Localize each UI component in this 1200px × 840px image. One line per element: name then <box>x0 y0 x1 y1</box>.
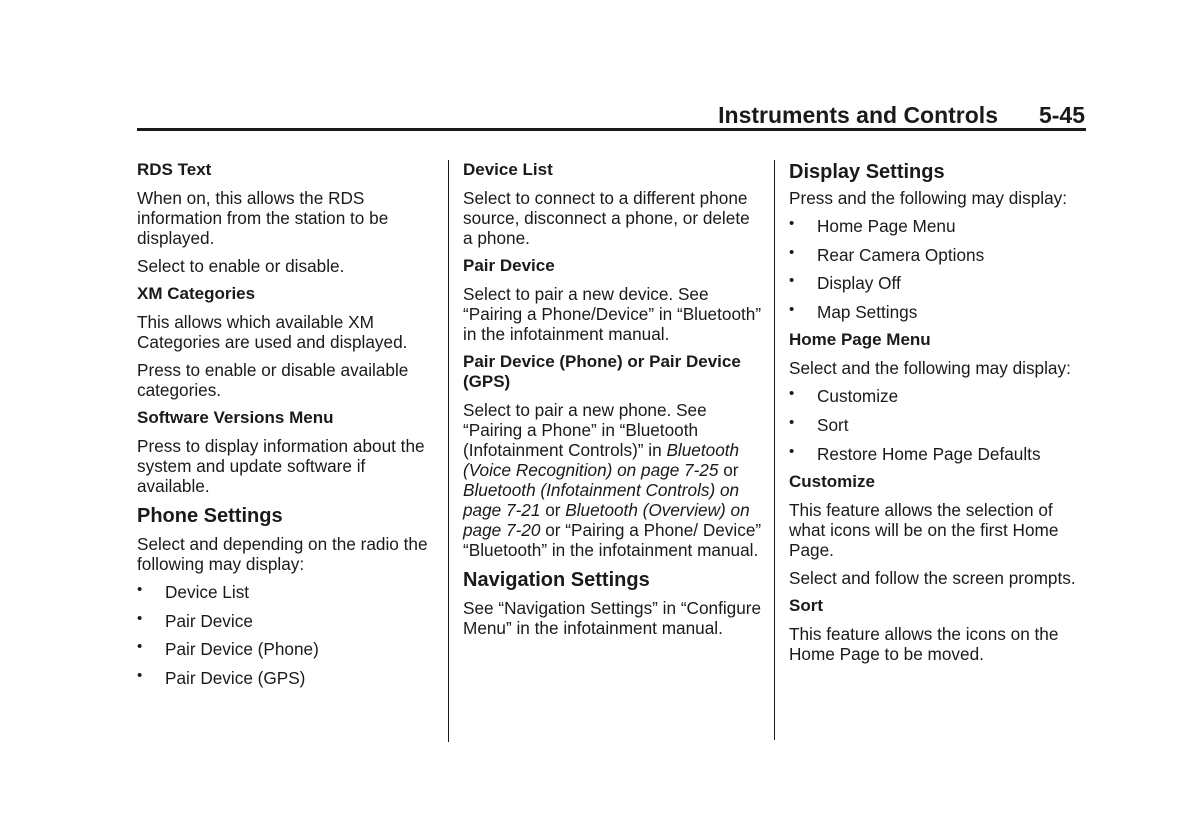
cross-reference-link: Bluetooth (Infotainment Controls) on page 7-21 <box>463 480 740 520</box>
bullet-icon: • <box>789 243 795 261</box>
list-item <box>137 582 435 602</box>
bullet-list <box>789 386 1089 463</box>
paragraph: Press to display information about the system and update software if available. <box>137 436 425 496</box>
list-item <box>789 245 1089 265</box>
paragraph: Select and follow the screen prompts. <box>789 568 1076 589</box>
header-rule <box>137 128 1086 131</box>
list-item-text: Restore Home Page Defaults <box>817 443 1041 464</box>
text-run: Select to pair a new phone. See “Pairing a Phone” in “Bluetooth (Infotainment Controls)” in <box>463 400 707 460</box>
bullet-icon: • <box>137 666 143 684</box>
bullet-icon: • <box>789 413 795 431</box>
text-run: or “Pairing a Phone/ Device” “Bluetooth” in the infotainment manual. <box>463 520 762 560</box>
subheading-xm-categories: XM Categories <box>137 284 256 303</box>
list-item <box>789 216 1089 236</box>
bullet-icon: • <box>789 215 795 232</box>
list-item-text: Rear Camera Options <box>817 244 985 265</box>
list-item <box>789 386 1089 406</box>
paragraph: Select and depending on the radio the following may display: <box>137 534 428 574</box>
column-3 <box>789 160 1089 672</box>
list-item <box>789 273 1089 293</box>
column-1 <box>137 160 435 696</box>
list-item <box>789 444 1089 464</box>
paragraph: Press and the following may display: <box>789 188 1068 208</box>
column-divider <box>774 160 775 740</box>
bullet-list <box>137 582 435 688</box>
subheading-home-page-menu: Home Page Menu <box>789 330 931 350</box>
paragraph: This allows which available XM Categories are used and displayed. <box>137 312 408 352</box>
paragraph: See “Navigation Settings” in “Configure Menu” in the infotainment manual. <box>463 598 762 638</box>
list-item <box>137 611 435 631</box>
list-item <box>789 302 1089 322</box>
list-item-text: Home Page Menu <box>817 216 956 236</box>
cross-reference-link: Bluetooth (Voice Recognition) on page 7-25 <box>463 440 740 480</box>
list-item-text: Device List <box>165 582 250 602</box>
paragraph: This feature allows the selection of what icons will be on the first Home Page. <box>789 500 1059 561</box>
cross-reference-link: Bluetooth (Overview) on page 7-20 <box>463 500 750 540</box>
column-divider <box>448 160 449 742</box>
paragraph <box>463 400 763 560</box>
paragraph: Select to pair a new device. See “Pairing a Phone/Device” in “Bluetooth” in the infotainment manual. <box>463 284 762 344</box>
column-2 <box>463 160 763 646</box>
paragraph: Select to connect to a different phone source, disconnect a phone, or delete a phone. <box>463 188 750 248</box>
page-number: 5-45 <box>1038 102 1085 128</box>
list-item <box>137 639 435 659</box>
paragraph: This feature allows the icons on the Home Page to be moved. <box>789 624 1059 665</box>
bullet-icon: • <box>789 442 795 460</box>
list-item-text: Pair Device (GPS) <box>165 667 306 688</box>
bullet-icon: • <box>137 638 143 656</box>
paragraph: Select and the following may display: <box>789 358 1071 379</box>
section-heading-phone-settings: Phone Settings <box>137 505 283 527</box>
bullet-icon: • <box>789 385 795 403</box>
subheading-device-list: Device List <box>463 160 553 179</box>
list-item-text: Customize <box>817 386 899 407</box>
subheading-pair-device: Pair Device <box>463 256 555 275</box>
section-heading-navigation-settings: Navigation Settings <box>463 569 650 591</box>
bullet-icon: • <box>789 272 795 290</box>
subheading-customize: Customize <box>789 472 875 492</box>
section-title: Instruments and Controls <box>718 102 998 128</box>
text-run: or <box>718 460 739 480</box>
list-item-text: Display Off <box>817 273 901 294</box>
text-run: or <box>540 500 566 520</box>
subheading-sort: Sort <box>789 596 823 616</box>
list-item-text: Pair Device <box>165 610 253 631</box>
list-item-text: Map Settings <box>817 301 918 322</box>
list-item <box>789 415 1089 435</box>
list-item <box>137 668 435 688</box>
bullet-list <box>789 216 1089 322</box>
paragraph: When on, this allows the RDS information from the station to be displayed. <box>137 188 389 248</box>
subheading-pair-device-phone-gps: Pair Device (Phone) or Pair Device (GPS) <box>463 352 741 391</box>
bullet-icon: • <box>789 300 795 318</box>
section-heading-display-settings: Display Settings <box>789 161 945 183</box>
subheading-software-versions: Software Versions Menu <box>137 408 334 427</box>
bullet-icon: • <box>137 581 143 598</box>
subheading-rds-text: RDS Text <box>137 160 212 179</box>
list-item-text: Pair Device (Phone) <box>165 639 319 660</box>
paragraph: Select to enable or disable. <box>137 256 345 276</box>
page-header <box>137 100 1086 130</box>
paragraph: Press to enable or disable available categories. <box>137 360 409 400</box>
bullet-icon: • <box>137 609 143 627</box>
list-item-text: Sort <box>817 414 849 435</box>
